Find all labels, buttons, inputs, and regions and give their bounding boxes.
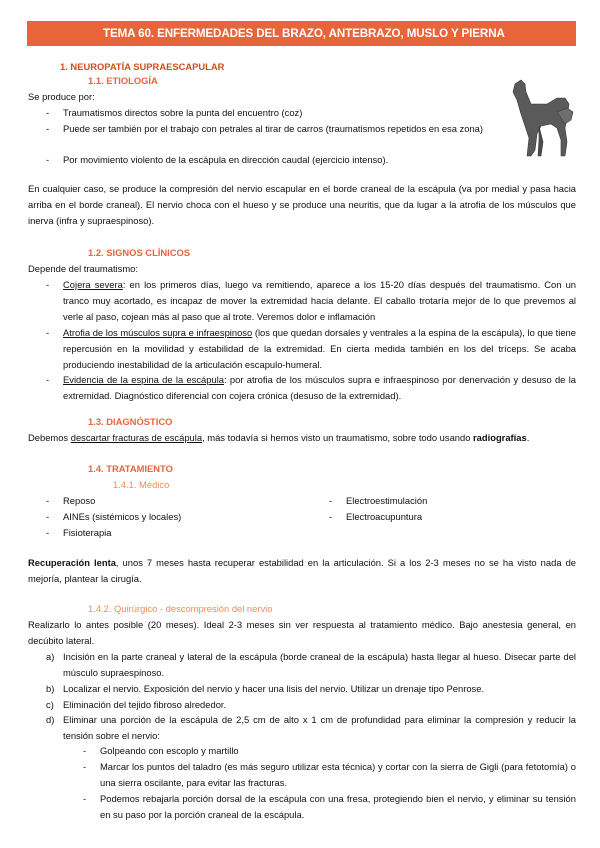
list-item: a) Incisión en la parte craneal y lateral de la escápula (borde craneal de la escápula) hasta llegar al hueso. Disecar parte del músculo supraespinoso. [46, 651, 576, 678]
list-item: - Cojera severa: en los primeros días, luego va remitiendo, aparece a los 15-20 días después del traumatismo. Con un tranco muy acortado, es incapaz de mover la extremidad hacia delante. El caballo trotaría mejor de lo que prevemos al verle al paso, cojean más al paso que al trote. Veremos dolor e inflamación [46, 279, 576, 322]
list-item: - Marcar los puntos del taladro (es más seguro utilizar esta técnica) y cortar con la sierra de Gigli (para fetotomía) o una sierra oscilante, para evitar las fracturas. [83, 761, 576, 788]
subsection-heading-tratamiento: 1.4. TRATAMIENTO [88, 463, 173, 474]
subsubsection-heading-medico: 1.4.1. Médico [113, 479, 170, 490]
recuperacion-paragraph: Recuperación lenta, unos 7 meses hasta recuperar estabilidad en la articulación. Si a los 2-3 meses no se ha visto nada de mejoría, plantear la cirugía. [28, 557, 576, 584]
list-item: c) Eliminación del tejido fibroso alrededor. [46, 699, 227, 710]
subsection-heading-etiologia: 1.1. ETIOLOGÍA [88, 75, 158, 86]
etiologia-paragraph: En cualquier caso, se produce la compresión del nervio escapular en el borde craneal de la escápula (va por medial y pasa hacia arriba en el borde craneal). El nervio choca con el hueso y se produce una neuritis, que da lugar a la atrofia de los músculos que inerva (infra y supraespinoso). [28, 183, 576, 226]
list-item: d) Eliminar una porción de la escápula de 2,5 cm de alto x 1 cm de profundidad para eliminar la compresión y reducir la tensión sobre el nervio: [46, 714, 576, 741]
list-item: - Por movimiento violento de la escápula en dirección caudal (ejercicio intenso). [46, 154, 389, 165]
list-item: - Atrofia de los músculos supra e infraespinoso (los que quedan dorsales y ventrales a la espina de la escápula), lo que tiene repercusión en la movilidad y estabilidad de la extremidad. En cierta medida también en los del tríceps. Se acaba produciendo inestabilidad de la articulación escapulo-humeral. [46, 327, 576, 370]
page-title: TEMA 60. ENFERMEDADES DEL BRAZO, ANTEBRAZO, MUSLO Y PIERNA [27, 21, 576, 46]
list-item: - Puede ser también por el trabajo con petrales al tirar de carros (traumatismos repetidos en esa zona) [46, 123, 484, 134]
list-item: - Evidencia de la espina de la escápula: por atrofia de los músculos supra e infraespinoso por denervación y desuso de la extremidad. Diagnóstico diferencial con cojera crónica (desuso de la extremidad). [46, 374, 576, 401]
diagnostico-paragraph: Debemos descartar fracturas de escápula, más todavía si hemos visto un traumatismo, sobre todo usando radiografías. [28, 432, 530, 443]
subsection-heading-signos: 1.2. SIGNOS CLÍNICOS [88, 247, 191, 258]
subsubsection-heading-quirurgico: 1.4.2. Quirúrgico - descompresión del nervio [88, 603, 273, 614]
signos-intro: Depende del traumatismo: [28, 263, 138, 274]
list-item: - Podemos rebajarla porción dorsal de la escápula con una fresa, protegiendo bien el nervio, y eliminar su tensión en su paso por la porción craneal de la escápula. [83, 793, 576, 820]
list-item: b) Localizar el nervio. Exposición del nervio y hacer una lisis del nervio. Utilizar un drenaje tipo Penrose. [46, 683, 485, 694]
quirurgico-intro: Realizarlo lo antes posible (20 meses). Ideal 2-3 meses sin ver respuesta al tratamiento médico. Bajo anestesia general, en decúbito lateral. [28, 619, 576, 646]
section-heading-neuropatia: 1. NEUROPATÍA SUPRAESCAPULAR [60, 61, 225, 72]
list-item: - Golpeando con escoplo y martillo [83, 745, 239, 756]
list-item: - Traumatismos directos sobre la punta del encuentro (coz) [46, 107, 303, 118]
etiologia-intro: Se produce por: [28, 91, 95, 102]
subsection-heading-diagnostico: 1.3. DIAGNÓSTICO [88, 416, 173, 427]
